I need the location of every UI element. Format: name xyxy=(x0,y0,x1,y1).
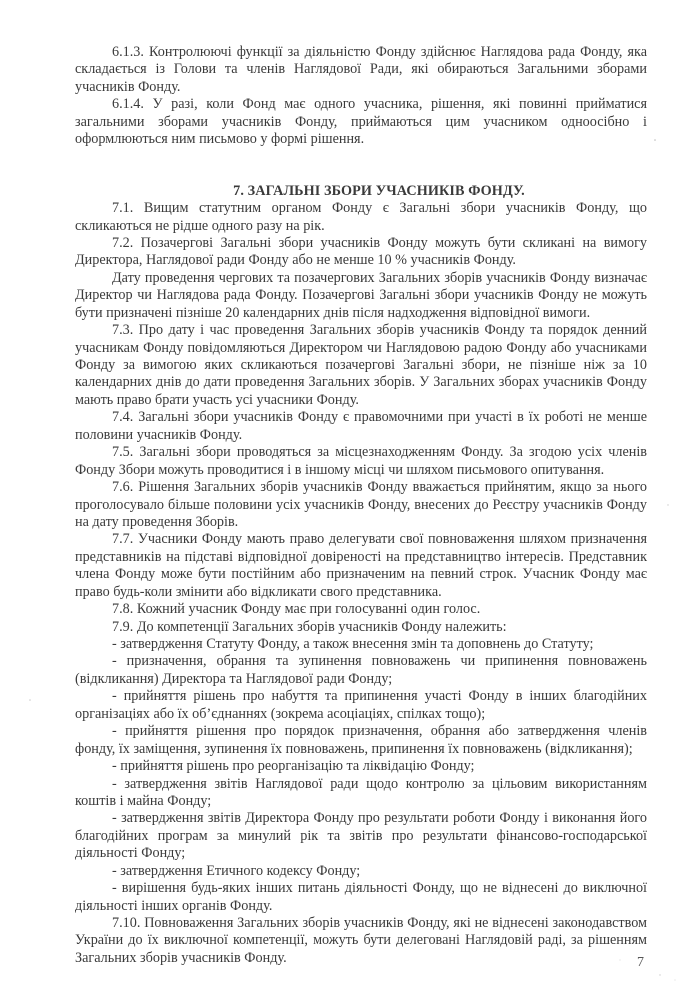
para-7-7-line: 7.7. Учасники Фонду мають право делегувати свої повноваження шляхом призначення xyxy=(112,531,647,548)
para-7-3-line: календарних днів до дати проведення Загальних зборів. У Загальних зборах учасників Фонду xyxy=(75,374,647,391)
para-7-5-line: Фонду Збори можуть проводитися і в іншому місці чи шляхом письмового опитування. xyxy=(75,461,605,478)
para-6-1-4-line: загальними зборами учасників Фонду, приймаються цим учасником одноосібно і xyxy=(75,113,647,130)
section-7-heading: 7. ЗАГАЛЬНІ ЗБОРИ УЧАСНИКІВ ФОНДУ. xyxy=(233,182,525,199)
document-body xyxy=(75,44,647,967)
competence-item-line: - затвердження Етичного кодексу Фонду; xyxy=(112,862,361,879)
para-7-7-line: члена Фонду може бути постійним або призначеним на певний строк. Учасник Фонду має xyxy=(75,566,647,583)
para-7-1-line: 7.1. Вищим статутним органом Фонду є Загальні збори учасників Фонду, що xyxy=(112,200,647,217)
para-7-3-line: 7.3. Про дату і час проведення Загальних зборів учасників Фонду та порядок денний xyxy=(112,322,647,339)
para-7-1-line: скликаються не рідше одного разу на рік. xyxy=(75,217,325,234)
para-7-6-line: 7.6. Рішення Загальних зборів учасників Фонду вважається прийнятим, якщо за нього xyxy=(112,479,647,496)
para-7-8-line: 7.8. Кожний учасник Фонду має при голосуванні один голос. xyxy=(112,601,481,618)
para-6-1-3-line: складається із Голови та членів Наглядової Ради, які обираються Загальними зборами xyxy=(75,61,647,78)
para-7-2b-line: бути призначені пізніше 20 календарних днів після надходження відповідної вимоги. xyxy=(75,304,591,321)
competence-item-line: - призначення, обрання та зупинення повноважень чи припинення повноважень xyxy=(112,653,647,670)
competence-item-line: благодійних програм за минулий рік та звітів про результати фінансово-господарської xyxy=(75,827,647,844)
competence-item-line: (відкликання) Директора та Наглядової ради Фонду; xyxy=(75,670,393,687)
competence-item-line: - затвердження Статуту Фонду, а також внесення змін та доповнень до Статуту; xyxy=(112,636,594,652)
competence-item-line: - прийняття рішень про набуття та припинення участі Фонду в інших благодійних xyxy=(112,688,647,705)
para-7-4-line: 7.4. Загальні збори учасників Фонду є правомочними при участі в їх роботі не менше xyxy=(112,409,647,426)
para-7-7-line: право будь-коли змінити або відкликати свого представника. xyxy=(75,583,442,600)
para-6-1-3-line: 6.1.3. Контролюючі функції за діяльністю Фонду здійснює Наглядова рада Фонду, яка xyxy=(112,44,647,60)
para-7-6-line: на дату проведення Зборів. xyxy=(75,513,239,530)
para-7-2b-line: Дату проведення чергових та позачергових Загальних зборів учасників Фонду визначає xyxy=(112,269,647,286)
competence-item-line: діяльності Фонду; xyxy=(75,845,186,862)
competence-item-line: - прийняття рішення про порядок призначення, обрання або затвердження членів xyxy=(112,723,647,740)
para-7-6-line: проголосувало більше половини усіх учасників Фонду, внесених до Реєстру учасників Фонду xyxy=(75,496,647,513)
competence-item-line: - прийняття рішень про реорганізацію та ліквідацію Фонду; xyxy=(112,758,475,775)
competence-item-line: фонду, їх заміщення, зупинення їх повноважень, припинення їх повноважень (відкликання); xyxy=(75,740,633,757)
page-number: 7 xyxy=(637,955,644,970)
section-gap xyxy=(75,149,647,183)
para-7-2-line: 7.2. Позачергові Загальні збори учасників Фонду можуть бути скликані на вимогу xyxy=(112,234,647,251)
para-7-3-line: учасникам Фонду повідомляються Директором чи Наглядовою радою Фонду або учасниками xyxy=(75,339,647,356)
para-6-1-4-line: 6.1.4. У разі, коли Фонд має одного учасника, рішення, які повинні прийматися xyxy=(112,96,647,113)
competence-item-line: - затвердження звітів Наглядової ради щодо контролю за цільовим використанням xyxy=(112,775,647,792)
para-7-7-line: представників на підставі відповідної довіреності на представництво інтересів. Представник xyxy=(75,548,647,565)
para-7-10-line: України до їх виключної компетенції, можуть бути делеговані Наглядовій раді, за рішенням xyxy=(75,932,647,949)
para-7-4-line: половини учасників Фонду. xyxy=(75,426,243,443)
competence-item-line: - вирішення будь-яких інших питань діяльності Фонду, що не віднесені до виключної xyxy=(112,880,647,897)
para-7-5-line: 7.5. Загальні збори проводяться за місцезнаходженням Фонду. За згодою усіх членів xyxy=(112,444,647,461)
para-7-10-line: 7.10. Повноваження Загальних зборів учасників Фонду, які не віднесені законодавством xyxy=(112,915,647,931)
para-6-1-4-line: оформлюються ним письмово у формі рішення. xyxy=(75,131,365,148)
para-7-10-line: Загальних зборів учасників Фонду. xyxy=(75,949,287,966)
competence-item-line: - затвердження звітів Директора Фонду про результати роботи Фонду і виконання його xyxy=(112,810,647,827)
para-7-9-line: 7.9. До компетенції Загальних зборів учасників Фонду належить: xyxy=(112,618,507,635)
para-7-3-line: Фонду за вимогою яких скликаються позачергові Загальні збори, не пізніше ніж за 10 xyxy=(75,357,647,373)
competence-item-line: організаціях або їх об’єднаннях (зокрема асоціаціях, спілках тощо); xyxy=(75,705,486,722)
competence-item-line: коштів і майна Фонду; xyxy=(75,792,212,809)
para-7-2-line: Директора, Наглядової ради Фонду або не менше 10 % учасників Фонду. xyxy=(75,252,516,269)
para-7-2b-line: Директор чи Наглядова рада Фонду. Позачергові Загальні збори учасників Фонду не можуть xyxy=(75,287,647,304)
competence-item-line: діяльності інших органів Фонду. xyxy=(75,897,273,914)
para-6-1-3-line: учасників Фонду. xyxy=(75,78,181,95)
para-7-3-line: мають право брати участь усі учасники Фонду. xyxy=(75,391,359,408)
